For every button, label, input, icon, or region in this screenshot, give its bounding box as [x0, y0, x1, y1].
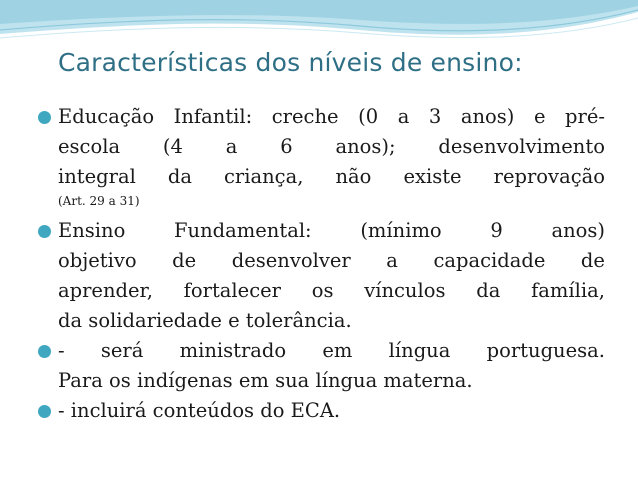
- bullet-line: - será ministrado em língua portuguesa.: [58, 339, 605, 362]
- bullet-line: - incluirá conteúdos do ECA.: [58, 399, 341, 422]
- bullet-line: objetivo de desenvolver a capacidade de: [58, 249, 605, 272]
- slide-title: Características dos níveis de ensino:: [58, 48, 523, 77]
- bullet-line: integral da criança, não existe reprovação: [58, 165, 605, 188]
- bullet-icon: [38, 345, 51, 358]
- bullet-icon: [38, 225, 51, 238]
- bullet-eca: [38, 396, 605, 426]
- bullet-line: aprender, fortalecer os vínculos da família,: [58, 279, 605, 302]
- article-reference: (Art. 29 a 31): [58, 194, 140, 208]
- bullet-line: escola (4 a 6 anos); desenvolvimento: [58, 135, 605, 158]
- bullet-line: Educação Infantil: creche (0 a 3 anos) e pré-: [58, 105, 605, 128]
- bullet-line: Para os indígenas em sua língua materna.: [58, 369, 473, 392]
- bullet-ensino-fundamental: [38, 216, 605, 336]
- bullet-educacao-infantil: [38, 102, 605, 210]
- bullet-icon: [38, 111, 51, 124]
- bullet-icon: [38, 405, 51, 418]
- bullet-lingua-portuguesa: [38, 336, 605, 396]
- bullet-line: da solidariedade e tolerância.: [58, 309, 352, 332]
- bullet-list: [38, 102, 605, 426]
- bullet-line: Ensino Fundamental: (mínimo 9 anos): [58, 219, 605, 242]
